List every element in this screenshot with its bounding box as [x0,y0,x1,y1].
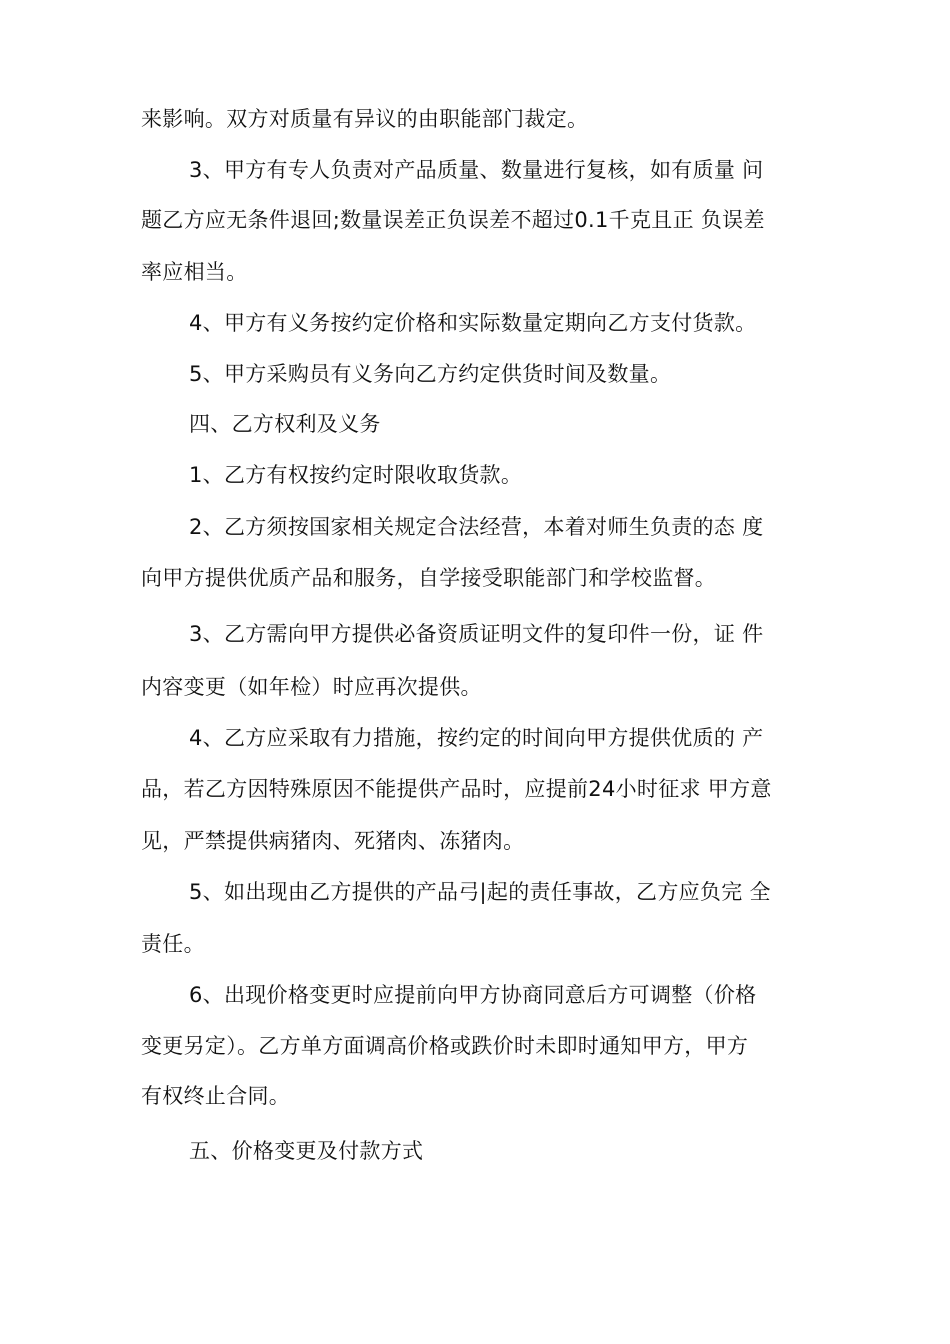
text-line: 内容变更（如年检）时应再次提供。 [141,675,482,699]
text-line: 2、乙方须按国家相关规定合法经营，本着对师生负责的态 度 [189,515,764,539]
text-line: 6、出现价格变更时应提前向甲方协商同意后方可调整（价格 [189,983,757,1007]
text-line: 有权终止合同。 [141,1084,291,1108]
text-line: 5、甲方采购员有义务向乙方约定供货时间及数量。 [189,362,672,386]
text-line: 责任。 [141,932,205,956]
text-line: 见，严禁提供病猪肉、死猪肉、冻猪肉。 [141,829,525,853]
section-heading: 五、价格变更及付款方式 [189,1139,424,1163]
text-line: 变更另定）。乙方单方面调高价格或跌价时未即时通知甲方，甲方 [141,1034,749,1058]
text-line: 3、乙方需向甲方提供必备资质证明文件的复印件一份，证 件 [189,622,764,646]
text-line: 5、如出现由乙方提供的产品弓|起的责任事故，乙方应负完 全 [189,880,771,904]
text-line: 题乙方应无条件退回;数量误差正负误差不超过0.1千克且正 负误差 [141,208,765,232]
text-line: 1、乙方有权按约定时限收取货款。 [189,463,523,487]
text-line: 向甲方提供优质产品和服务，自学接受职能部门和学校监督。 [141,566,717,590]
text-line: 3、甲方有专人负责对产品质量、数量进行复核，如有质量 问 [189,158,764,182]
text-line: 率应相当。 [141,260,248,284]
text-line: 来影响。双方对质量有异议的由职能部门裁定。 [141,107,589,131]
text-line: 品，若乙方因特殊原因不能提供产品时，应提前24小时征求 甲方意 [141,777,772,801]
section-heading: 四、乙方权利及义务 [189,412,381,436]
text-line: 4、乙方应采取有力措施，按约定的时间向甲方提供优质的 产 [189,726,764,750]
text-line: 4、甲方有义务按约定价格和实际数量定期向乙方支付货款。 [189,311,757,335]
